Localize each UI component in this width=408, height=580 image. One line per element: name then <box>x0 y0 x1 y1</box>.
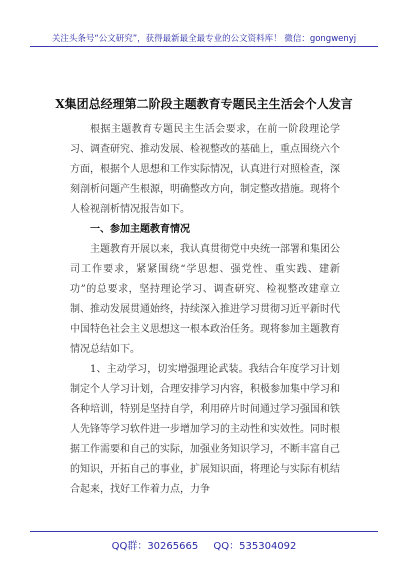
footer-qq: QQ：535304092 <box>213 541 297 552</box>
header-banner: 关注头条号“公文研究”，获得最新最全最专业的公文资料库！ 微信：gongwenyj <box>51 34 357 44</box>
document-title: X集团总经理第二阶段主题教育专题民主生活会个人发言 <box>55 97 353 111</box>
footer-divider <box>30 531 378 532</box>
section-heading: 一、参加主题教育情况 <box>90 224 190 235</box>
section-paragraph: 主题教育开展以来，我认真贯彻党中央统一部署和集团公司工作要求，紧紧围绕“学思想、强党性、重实践、建新功”的总要求，坚持理论学习、调查研究、检视整改建章立制、推动发展贯通始终，持续深入推进学习贯彻习近平新时代中国特色社会主义思想这一根本政治任务。现将参加主题教育情况总结如下。 <box>70 244 340 355</box>
document-body <box>70 120 340 500</box>
item-paragraph: 1、主动学习，切实增强理论武装。我结合年度学习计划制定个人学习计划，合理安排学习内容，积极参加集中学习和各种培训，特别是坚持自学，利用碎片时间通过学习强国和铁人先锋等学习软件进一步增加学习的主动性和实效性。同时根据工作需要和自己的实际，加强业务知识学习，不断丰富自己的知识，开拓自己的事业，扩展知识面，将理论与实际有机结合起来，找好工作着力点，力争 <box>70 364 340 495</box>
header-divider <box>30 46 378 47</box>
intro-paragraph: 根据主题教育专题民主生活会要求，在前一阶段理论学习、调查研究、推动发展、检视整改的基础上，重点围绕六个方面，根据个人思想和工作实际情况，认真进行对照检查，深刻剖析问题产生根源，明确整改方向，制定整改措施。现将个人检视剖析情况报告如下。 <box>70 124 340 215</box>
footer-contact <box>0 537 408 552</box>
footer-qq-group: QQ群：30265665 <box>111 541 199 552</box>
